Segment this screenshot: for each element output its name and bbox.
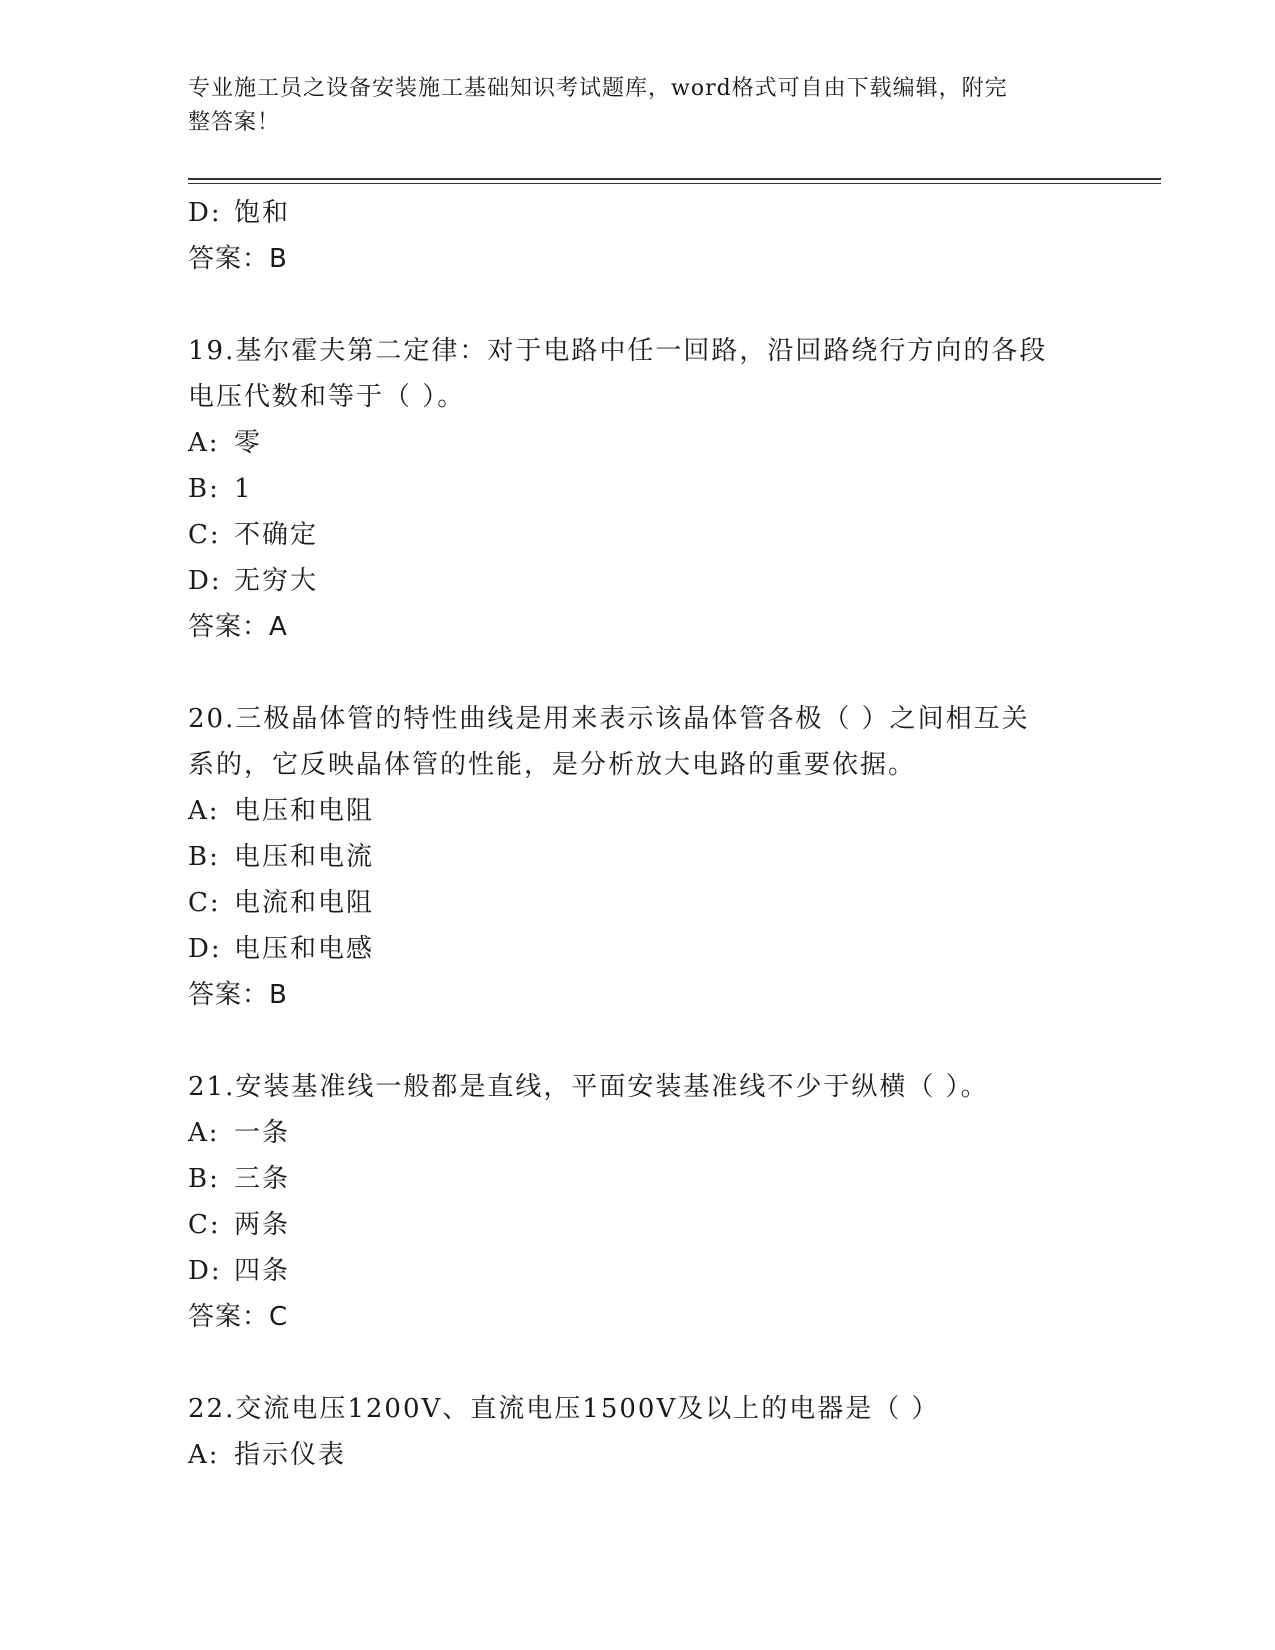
option-text: 四条 xyxy=(234,1256,291,1286)
question-stem-cont: 系的，它反映晶体管的性能，是分析放大电路的重要依据。 xyxy=(188,750,917,780)
answer-line: 答案：A xyxy=(188,612,288,642)
option-a xyxy=(188,788,1088,834)
option-text: 电压和电感 xyxy=(234,934,375,964)
answer-line: 答案：B xyxy=(188,980,288,1010)
spacer xyxy=(188,1340,1088,1386)
option-b xyxy=(188,834,1088,880)
option-label: A: xyxy=(188,796,220,826)
option-label: C: xyxy=(188,888,221,918)
option-text: 饱和 xyxy=(234,198,291,228)
header-line-2: 整答案！ xyxy=(188,110,281,135)
question-stem: 22.交流电压1200V、直流电压1500V及以上的电器是（ ） xyxy=(188,1394,940,1424)
header-divider-thick xyxy=(188,178,1161,180)
option-c xyxy=(188,1202,1088,1248)
option-d xyxy=(188,1248,1088,1294)
option-a xyxy=(188,420,1088,466)
option-c xyxy=(188,512,1088,558)
option-text: 不确定 xyxy=(234,520,319,550)
option-label: D: xyxy=(188,934,222,964)
spacer xyxy=(188,1018,1088,1064)
document-header xyxy=(188,72,1068,140)
option-label: A: xyxy=(188,428,220,458)
option-text: 零 xyxy=(234,428,263,458)
option-c xyxy=(188,880,1088,926)
spacer xyxy=(188,282,1088,328)
option-text: 无穷大 xyxy=(234,566,319,596)
option-label: A: xyxy=(188,1118,220,1148)
option-b xyxy=(188,466,1088,512)
option-text: 指示仪表 xyxy=(234,1440,347,1470)
option-b xyxy=(188,1156,1088,1202)
question-list xyxy=(188,190,1088,1478)
header-divider-thin xyxy=(188,183,1161,184)
option-label: D: xyxy=(188,1256,222,1286)
option-text: 电流和电阻 xyxy=(234,888,375,918)
option-label: A: xyxy=(188,1440,220,1470)
option-label: C: xyxy=(188,1210,221,1240)
option-text: 电压和电阻 xyxy=(234,796,375,826)
option-d xyxy=(188,926,1088,972)
answer-line: 答案：B xyxy=(188,244,288,274)
option-a xyxy=(188,1110,1088,1156)
option-d xyxy=(188,558,1088,604)
header-line-1: 专业施工员之设备安装施工基础知识考试题库，word格式可自由下载编辑，附完 xyxy=(188,76,1008,101)
option-text: 电压和电流 xyxy=(234,842,375,872)
option-text: 一条 xyxy=(234,1118,291,1148)
option-text: 两条 xyxy=(234,1210,291,1240)
option-label: B: xyxy=(188,842,220,872)
option-label: D: xyxy=(188,198,222,228)
option-label: B: xyxy=(188,1164,220,1194)
option-label: D: xyxy=(188,566,222,596)
question-stem: 19.基尔霍夫第二定律：对于电路中任一回路，沿回路绕行方向的各段 xyxy=(188,336,1048,366)
answer-line: 答案：C xyxy=(188,1302,289,1332)
option-text: 三条 xyxy=(234,1164,291,1194)
option-a xyxy=(188,1432,1088,1478)
question-stem-cont: 电压代数和等于（ ）。 xyxy=(188,382,466,412)
option-label: B: xyxy=(188,474,220,504)
question-stem: 21.安装基准线一般都是直线，平面安装基准线不少于纵横（ ）。 xyxy=(188,1072,989,1102)
option-d xyxy=(188,190,1088,236)
option-label: C: xyxy=(188,520,221,550)
spacer xyxy=(188,650,1088,696)
option-text: 1 xyxy=(234,474,253,504)
question-stem: 20.三极晶体管的特性曲线是用来表示该晶体管各极（ ）之间相互关 xyxy=(188,704,1030,734)
